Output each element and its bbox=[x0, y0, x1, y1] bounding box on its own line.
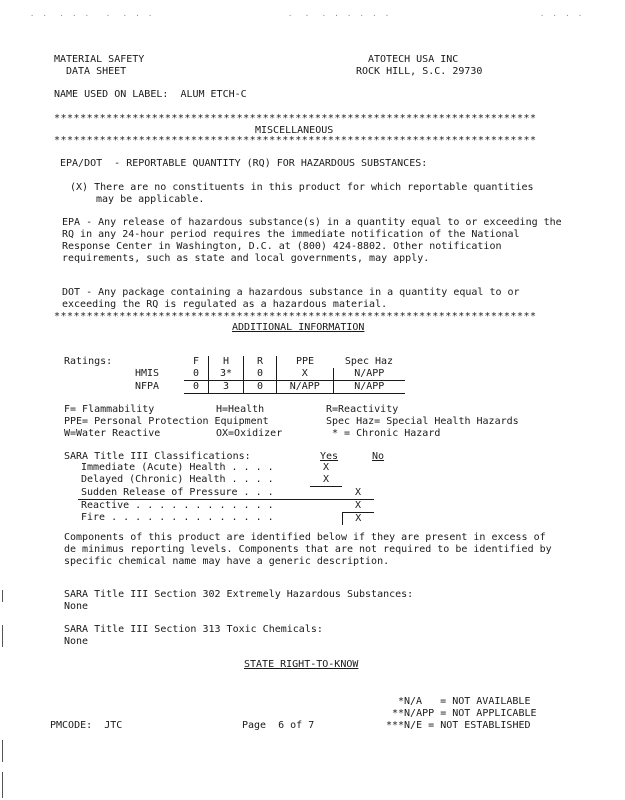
note-ne bbox=[386, 720, 531, 732]
hmis-r: 0 bbox=[244, 368, 277, 381]
legend-w: W=Water Reactive bbox=[64, 428, 161, 439]
nfpa-f: 0 bbox=[184, 381, 209, 394]
sara-item-label: Immediate (Acute) Health . . . . bbox=[81, 462, 274, 473]
sara-302-title: SARA Title III Section 302 Extremely Hazardous Substances: bbox=[64, 589, 414, 600]
fax-header-right: · · · · bbox=[540, 12, 583, 20]
scan-edge-mark bbox=[2, 772, 3, 798]
sara-item-label: Fire . . . . . . . . . . . . . . bbox=[81, 512, 274, 524]
sara-row bbox=[78, 487, 374, 500]
col-header-h: H bbox=[209, 356, 244, 368]
sara-302-value: None bbox=[64, 601, 89, 612]
sara-item-label: Delayed (Chronic) Health . . . . bbox=[81, 474, 274, 486]
legend-r: R=Reactivity bbox=[326, 404, 399, 415]
legend-ox: OX=Oxidizer bbox=[216, 428, 283, 439]
separator-line: ************************************************************************** bbox=[54, 113, 537, 124]
sara-313-title: SARA Title III Section 313 Toxic Chemicals: bbox=[64, 624, 323, 635]
scan-edge-mark bbox=[2, 625, 3, 647]
legend-chronic: * = Chronic Hazard bbox=[332, 428, 441, 439]
sara-item-yes bbox=[310, 487, 342, 500]
sara-item-yes bbox=[310, 499, 342, 512]
components-paragraph-text: Components of this product are identified below if they are present in excess of de minimus reporting levels. Components that are not required to be identified by specific chemical name may have a generic description. bbox=[64, 532, 552, 567]
note-na bbox=[398, 696, 530, 708]
company-name: ATOTECH USA INC bbox=[368, 54, 459, 65]
section-title-additional: ADDITIONAL INFORMATION bbox=[232, 322, 365, 333]
epa-paragraph-text: EPA - Any release of hazardous substance(s) in a quantity equal to or exceeding the RQ in any 24-hour period requires the immediate notification of the National Response Center in Washington, D.C. at (800) 424-8802. Other notification requirements, such as state and local governments, may apply. bbox=[62, 217, 562, 264]
col-header-ppe: PPE bbox=[277, 356, 334, 368]
state-right-to-know-title: STATE RIGHT-TO-KNOW bbox=[244, 659, 359, 670]
legend-ppe: PPE= Personal Protection Equipment bbox=[64, 416, 269, 427]
legend-h: H=Health bbox=[216, 404, 265, 415]
label-name-row bbox=[54, 89, 247, 101]
sara-item-yes: X bbox=[322, 462, 330, 473]
sara-row bbox=[78, 474, 374, 487]
scan-edge-mark bbox=[2, 740, 3, 762]
dot-paragraph bbox=[62, 287, 567, 311]
separator-line: ************************************************************************** bbox=[54, 311, 537, 322]
hmis-spec-haz: N/APP bbox=[333, 368, 405, 381]
note-napp-value: = NOT APPLICABLE bbox=[440, 708, 537, 719]
epa-paragraph bbox=[62, 217, 567, 265]
rq-heading: EPA/DOT - REPORTABLE QUANTITY (RQ) FOR HAZARDOUS SUBSTANCES: bbox=[60, 158, 428, 169]
hmis-ppe: X bbox=[277, 368, 334, 381]
fax-header-left: · · · · · · · · · bbox=[30, 12, 153, 20]
note-ne-value: = NOT ESTABLISHED bbox=[428, 720, 531, 731]
rq-note bbox=[70, 182, 550, 206]
row-label-hmis: HMIS bbox=[135, 368, 160, 380]
section-title-misc: MISCELLANEOUS bbox=[255, 125, 334, 136]
sara-no-header: No bbox=[372, 451, 385, 462]
hmis-f: 0 bbox=[184, 368, 209, 381]
sara-row bbox=[78, 462, 374, 474]
legend-spec-haz: Spec Haz= Special Health Hazards bbox=[326, 416, 519, 427]
sara-item-yes bbox=[310, 512, 342, 525]
sara-yes-header: Yes bbox=[320, 451, 339, 462]
sara-item-no bbox=[342, 462, 374, 474]
sara-item-no: X bbox=[342, 512, 374, 525]
note-na-value: = NOT AVAILABLE bbox=[440, 696, 531, 707]
rq-note-text: (X) There are no constituents in this product for which reportable quantities may be applicable. bbox=[70, 182, 534, 205]
sara-313-value: None bbox=[64, 636, 89, 647]
note-na-key: *N/A bbox=[398, 696, 423, 707]
label-name-value: ALUM ETCH-C bbox=[180, 89, 247, 100]
row-label-nfpa: NFPA bbox=[135, 381, 160, 392]
pmcode bbox=[50, 720, 122, 732]
separator-line: ************************************************************************** bbox=[54, 135, 537, 146]
dot-paragraph-text: DOT - Any package containing a hazardous substance in a quantity equal to or exceeding the RQ is regulated as a hazardous material. bbox=[62, 287, 520, 310]
company-location: ROCK HILL, S.C. 29730 bbox=[356, 66, 483, 77]
sara-row bbox=[78, 512, 374, 525]
ratings-label: Ratings: bbox=[64, 356, 113, 367]
sara-item-no bbox=[342, 474, 374, 487]
fax-header-center: · · · · · · · · bbox=[288, 12, 390, 20]
hmis-h: 3* bbox=[209, 368, 244, 381]
sara-item-label: Reactive . . . . . . . . . . . . bbox=[81, 499, 274, 511]
components-paragraph bbox=[64, 532, 559, 568]
note-napp-key: **N/APP bbox=[392, 708, 435, 719]
col-header-f: F bbox=[192, 356, 200, 367]
scan-edge-mark bbox=[2, 590, 3, 602]
nfpa-spec-haz: N/APP bbox=[333, 381, 405, 394]
note-napp bbox=[392, 708, 537, 720]
legend-f: F= Flammability bbox=[64, 404, 155, 415]
sara-item-label: Sudden Release of Pressure . . . bbox=[78, 487, 310, 500]
ratings-row-nfpa bbox=[132, 381, 405, 394]
sara-item-no: X bbox=[342, 487, 374, 500]
sara-title: SARA Title III Classifications: bbox=[64, 451, 251, 462]
nfpa-ppe: N/APP bbox=[277, 381, 334, 394]
pmcode-value: JTC bbox=[104, 720, 123, 731]
nfpa-h: 3 bbox=[209, 381, 244, 394]
ratings-table bbox=[132, 356, 405, 394]
note-ne-key: ***N/E bbox=[386, 720, 423, 731]
ratings-row-hmis bbox=[132, 368, 405, 381]
ratings-header-row bbox=[132, 356, 405, 368]
sara-item-no: X bbox=[342, 499, 374, 512]
nfpa-r: 0 bbox=[244, 381, 277, 394]
sara-item-yes: X bbox=[310, 474, 342, 487]
sara-table bbox=[78, 462, 374, 525]
pmcode-label: PMCODE: bbox=[50, 720, 93, 731]
doc-type-line1: MATERIAL SAFETY bbox=[54, 54, 145, 65]
col-header-r: R bbox=[244, 356, 277, 368]
sara-row bbox=[78, 499, 374, 512]
label-name-caption: NAME USED ON LABEL: bbox=[54, 89, 169, 100]
page-number: Page 6 of 7 bbox=[242, 720, 315, 731]
doc-type-line2: DATA SHEET bbox=[66, 66, 127, 77]
col-header-spec-haz: Spec Haz bbox=[344, 356, 394, 367]
